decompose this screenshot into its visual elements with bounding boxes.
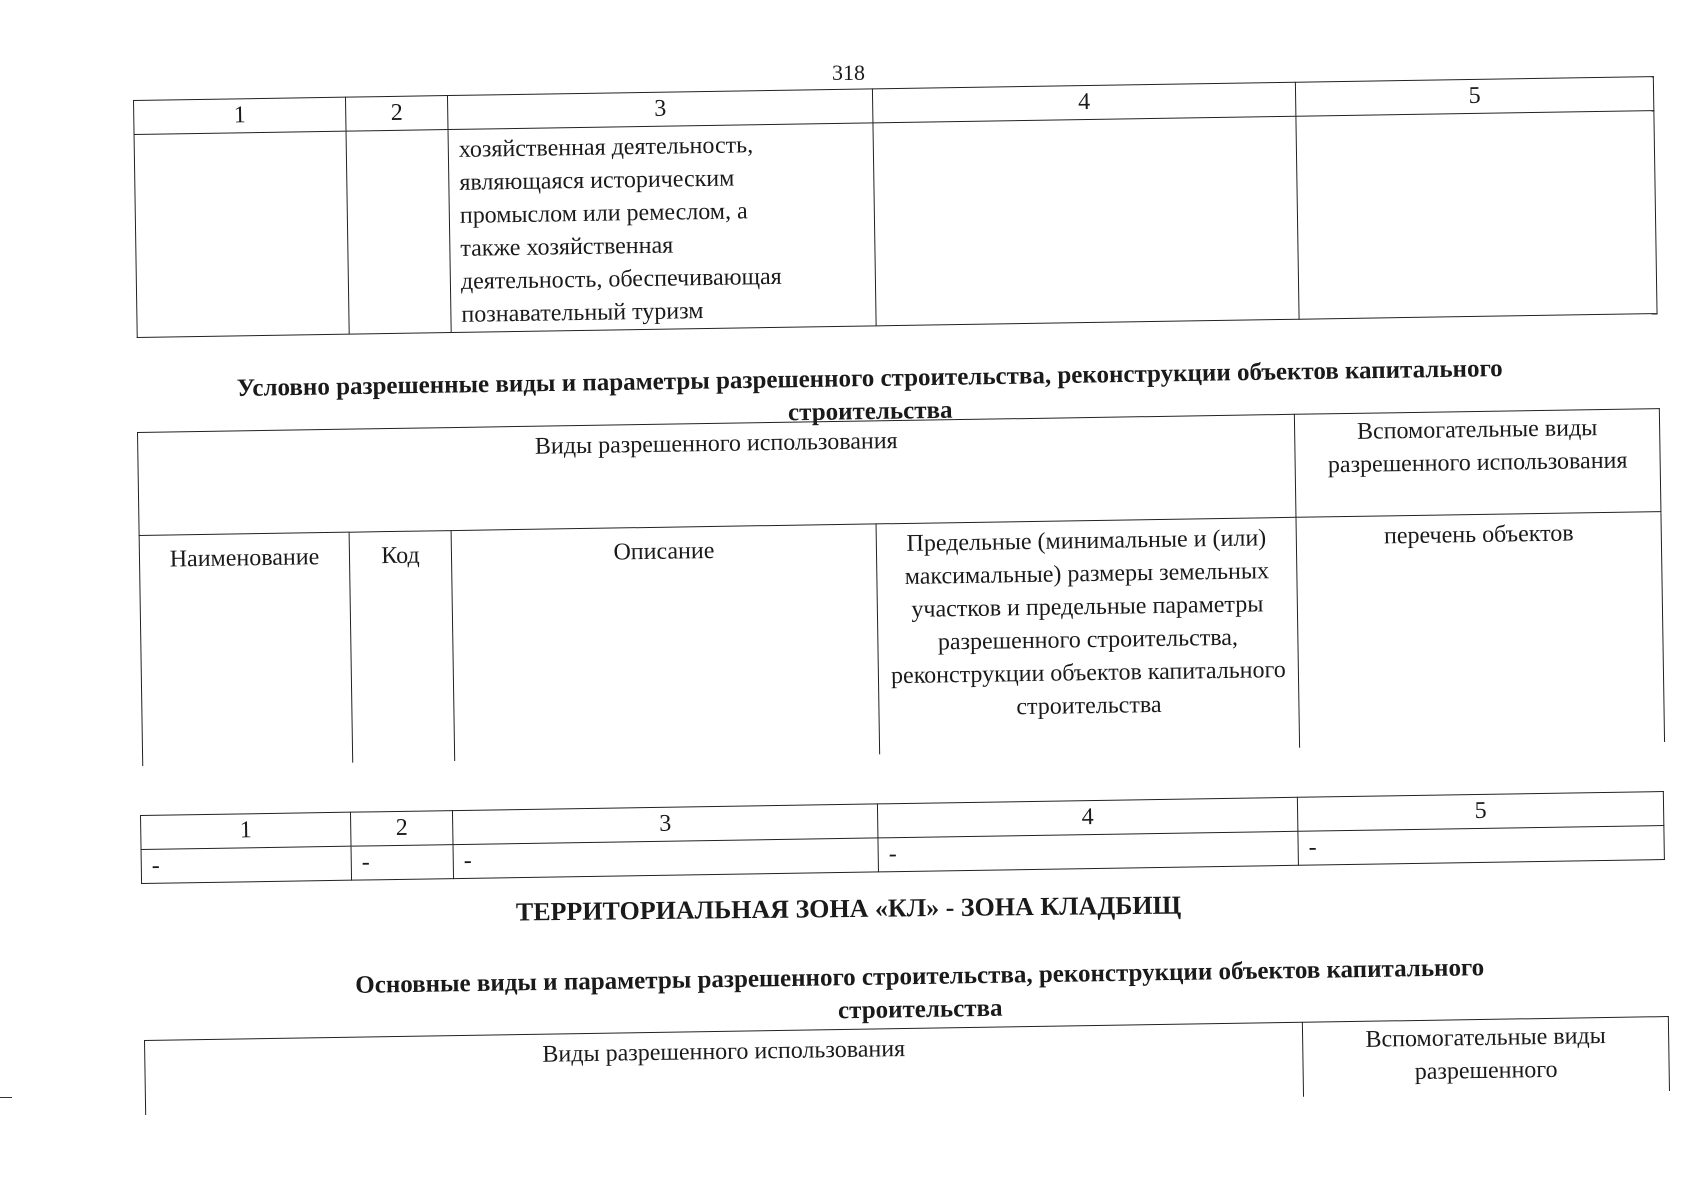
group-header-cell: Виды разрешенного использования — [145, 1022, 1304, 1115]
numbered-table — [140, 791, 1665, 884]
col-number-2: 2 — [345, 96, 448, 132]
col-number-1: 1 — [141, 812, 352, 849]
aux-header-cell: Вспомогательные виды разрешенного использования — [1294, 409, 1661, 518]
heading-line: Основные виды и параметры разрешенного строительства, реконструкции объектов капитального — [355, 954, 1485, 999]
continued-table — [133, 76, 1658, 338]
col-number-2: 2 — [350, 811, 453, 847]
cell-col1 — [134, 131, 349, 337]
column-header-row — [139, 512, 1664, 766]
cell-col3-description — [448, 123, 876, 333]
group-header-cell: Виды разрешенного использования — [138, 414, 1297, 535]
col-number-3: 3 — [452, 804, 877, 845]
heading-line: строительства — [787, 396, 953, 427]
col-number-1: 1 — [134, 97, 347, 134]
conditional-table — [137, 408, 1665, 766]
cell-value: - — [141, 846, 352, 883]
cell-col5 — [1296, 111, 1657, 320]
col-number-3: 3 — [447, 89, 872, 130]
header-code: Код — [349, 531, 455, 763]
heading-line: Условно разрешенные виды и параметры разрешенного строительства, реконструкции объектов капитального — [236, 355, 1503, 402]
heading-line: строительства — [837, 994, 1003, 1025]
description-line: также хозяйственная — [460, 232, 674, 262]
margin-mark — [0, 1097, 12, 1098]
aux-header-cell: Вспомогательные виды разрешенного — [1302, 1017, 1669, 1097]
cell-value: - — [351, 845, 454, 881]
col-number-4: 4 — [872, 82, 1295, 123]
description-line: хозяйственная деятельность, — [458, 132, 754, 163]
col-number-5: 5 — [1295, 77, 1653, 117]
cell-col4 — [873, 116, 1299, 326]
page-number: 318 — [832, 60, 865, 85]
cell-value: - — [453, 838, 878, 879]
header-aux-list: перечень объектов — [1296, 512, 1665, 748]
header-description: Описание — [451, 524, 880, 761]
description-line: являющаяся историческим — [459, 165, 735, 196]
description-line: промыслом или ремеслом, а — [459, 198, 748, 229]
description-line: деятельность, обеспечивающая — [460, 263, 782, 295]
zone-title: ТЕРРИТОРИАЛЬНАЯ ЗОНА «КЛ» - ЗОНА КЛАДБИЩ — [515, 890, 1182, 927]
cell-value: - — [1298, 826, 1664, 866]
header-params: Предельные (минимальные и (или) максимальные) размеры земельных участков и предельные параметры разрешенного строительства, реконструкции объектов капитального строительства — [876, 517, 1300, 754]
header-name: Наименование — [139, 532, 353, 766]
table-row — [134, 111, 1657, 338]
col-number-4: 4 — [877, 797, 1297, 838]
cell-value: - — [878, 831, 1298, 872]
col-number-5: 5 — [1297, 792, 1663, 832]
cell-col2 — [346, 130, 451, 335]
description-line: познавательный туризм — [461, 298, 704, 328]
